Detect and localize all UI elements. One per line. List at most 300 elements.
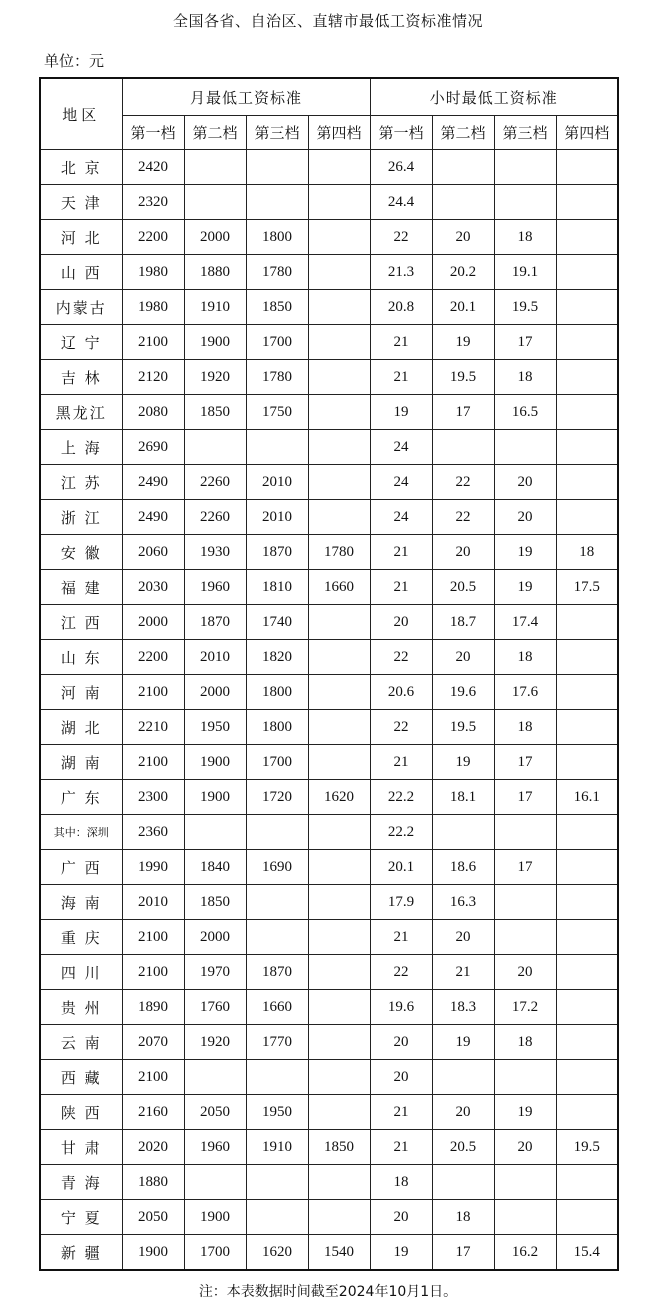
monthly-tier-1-cell: 2010 xyxy=(122,885,184,920)
monthly-tier-4-cell xyxy=(308,465,370,500)
monthly-tier-1-cell: 2000 xyxy=(122,605,184,640)
hourly-tier-1-cell: 24 xyxy=(370,500,432,535)
hourly-tier-3-cell xyxy=(494,185,556,220)
monthly-tier-4-cell xyxy=(308,150,370,185)
table-row xyxy=(40,710,618,745)
monthly-tier-1-cell: 2100 xyxy=(122,1060,184,1095)
hourly-tier-2-cell: 20 xyxy=(432,1095,494,1130)
region-cell: 山 西 xyxy=(40,255,122,290)
document-title: 全国各省、自治区、直辖市最低工资标准情况 xyxy=(172,12,483,30)
monthly-tier-2-cell xyxy=(184,430,246,465)
hourly-tier-3-cell: 19 xyxy=(494,570,556,605)
hourly-tier-1-cell: 24 xyxy=(370,430,432,465)
region-cell: 贵 州 xyxy=(40,990,122,1025)
region-cell: 西 藏 xyxy=(40,1060,122,1095)
unit-label: 单位：元 xyxy=(44,52,105,70)
hourly-tier-4-cell xyxy=(556,990,618,1025)
hourly-tier-4-cell xyxy=(556,1025,618,1060)
monthly-tier-3-cell: 1700 xyxy=(246,325,308,360)
table-row xyxy=(40,430,618,465)
hourly-tier-2-cell: 20 xyxy=(432,920,494,955)
monthly-tier-1-cell: 1900 xyxy=(122,1235,184,1271)
monthly-tier-4-cell xyxy=(308,710,370,745)
hourly-tier-2-cell: 20 xyxy=(432,535,494,570)
monthly-tier-1-cell: 1890 xyxy=(122,990,184,1025)
hourly-tier-4-cell xyxy=(556,430,618,465)
monthly-tier-2-cell xyxy=(184,150,246,185)
hourly-tier-2-cell: 16.3 xyxy=(432,885,494,920)
monthly-tier-4-cell: 1620 xyxy=(308,780,370,815)
region-cell: 甘 肃 xyxy=(40,1130,122,1165)
table-row xyxy=(40,885,618,920)
header-hourly: 小时最低工资标准 xyxy=(370,78,618,116)
hourly-tier-1-cell: 20 xyxy=(370,1200,432,1235)
hourly-tier-1-cell: 21 xyxy=(370,360,432,395)
hourly-tier-1-cell: 21 xyxy=(370,920,432,955)
monthly-tier-2-cell: 2260 xyxy=(184,465,246,500)
monthly-tier-3-cell: 1770 xyxy=(246,1025,308,1060)
monthly-tier-2-cell: 1910 xyxy=(184,290,246,325)
table-row xyxy=(40,150,618,185)
hourly-tier-4-cell xyxy=(556,185,618,220)
hourly-tier-3-cell xyxy=(494,885,556,920)
region-cell: 新 疆 xyxy=(40,1235,122,1271)
hourly-tier-1-cell: 22 xyxy=(370,955,432,990)
hourly-tier-4-cell: 17.5 xyxy=(556,570,618,605)
hourly-tier-4-cell xyxy=(556,605,618,640)
hourly-tier-3-cell: 20 xyxy=(494,955,556,990)
hourly-tier-3-cell: 17 xyxy=(494,745,556,780)
table-row xyxy=(40,640,618,675)
table-row xyxy=(40,850,618,885)
table-row xyxy=(40,990,618,1025)
hourly-tier-1-cell: 21 xyxy=(370,745,432,780)
hourly-tier-2-cell xyxy=(432,150,494,185)
monthly-tier-2-cell: 2000 xyxy=(184,675,246,710)
hourly-tier-4-cell xyxy=(556,955,618,990)
monthly-tier-4-cell xyxy=(308,430,370,465)
hourly-tier-4-cell xyxy=(556,675,618,710)
region-cell: 江 西 xyxy=(40,605,122,640)
region-cell: 青 海 xyxy=(40,1165,122,1200)
hourly-tier-4-cell xyxy=(556,1200,618,1235)
header-hourly-tier-1: 第一档 xyxy=(370,116,432,150)
hourly-tier-3-cell: 19.1 xyxy=(494,255,556,290)
table-row xyxy=(40,1130,618,1165)
monthly-tier-4-cell xyxy=(308,1200,370,1235)
hourly-tier-4-cell xyxy=(556,150,618,185)
region-cell: 其中：深圳 xyxy=(40,815,122,850)
table-row xyxy=(40,1235,618,1271)
monthly-tier-4-cell xyxy=(308,1165,370,1200)
monthly-tier-2-cell xyxy=(184,815,246,850)
hourly-tier-1-cell: 26.4 xyxy=(370,150,432,185)
hourly-tier-2-cell: 18.3 xyxy=(432,990,494,1025)
monthly-tier-2-cell: 2050 xyxy=(184,1095,246,1130)
monthly-tier-1-cell: 2070 xyxy=(122,1025,184,1060)
hourly-tier-2-cell: 19.5 xyxy=(432,360,494,395)
hourly-tier-1-cell: 24 xyxy=(370,465,432,500)
hourly-tier-3-cell xyxy=(494,815,556,850)
hourly-tier-1-cell: 20 xyxy=(370,1025,432,1060)
region-cell: 天 津 xyxy=(40,185,122,220)
hourly-tier-3-cell: 18 xyxy=(494,360,556,395)
hourly-tier-4-cell xyxy=(556,1165,618,1200)
hourly-tier-3-cell: 20 xyxy=(494,465,556,500)
table-row xyxy=(40,955,618,990)
hourly-tier-2-cell: 19 xyxy=(432,745,494,780)
table-row xyxy=(40,185,618,220)
region-cell: 宁 夏 xyxy=(40,1200,122,1235)
region-cell: 福 建 xyxy=(40,570,122,605)
monthly-tier-3-cell: 1850 xyxy=(246,290,308,325)
hourly-tier-2-cell: 20.2 xyxy=(432,255,494,290)
hourly-tier-1-cell: 21.3 xyxy=(370,255,432,290)
hourly-tier-2-cell xyxy=(432,1165,494,1200)
monthly-tier-1-cell: 2120 xyxy=(122,360,184,395)
hourly-tier-3-cell xyxy=(494,150,556,185)
header-hourly-tier-2: 第二档 xyxy=(432,116,494,150)
hourly-tier-4-cell xyxy=(556,710,618,745)
hourly-tier-4-cell xyxy=(556,850,618,885)
hourly-tier-1-cell: 21 xyxy=(370,1095,432,1130)
region-cell: 河 南 xyxy=(40,675,122,710)
region-cell: 湖 南 xyxy=(40,745,122,780)
hourly-tier-4-cell xyxy=(556,815,618,850)
region-cell: 北 京 xyxy=(40,150,122,185)
hourly-tier-2-cell: 20 xyxy=(432,220,494,255)
hourly-tier-2-cell: 18.1 xyxy=(432,780,494,815)
region-cell: 内蒙古 xyxy=(40,290,122,325)
hourly-tier-3-cell: 18 xyxy=(494,1025,556,1060)
table-row xyxy=(40,570,618,605)
hourly-tier-4-cell: 19.5 xyxy=(556,1130,618,1165)
table-row xyxy=(40,500,618,535)
hourly-tier-2-cell: 17 xyxy=(432,395,494,430)
hourly-tier-3-cell xyxy=(494,920,556,955)
hourly-tier-4-cell xyxy=(556,1060,618,1095)
region-cell: 广 东 xyxy=(40,780,122,815)
hourly-tier-1-cell: 19 xyxy=(370,395,432,430)
hourly-tier-4-cell xyxy=(556,290,618,325)
header-hourly-tier-4: 第四档 xyxy=(556,116,618,150)
monthly-tier-4-cell xyxy=(308,290,370,325)
monthly-tier-1-cell: 1980 xyxy=(122,255,184,290)
region-cell: 江 苏 xyxy=(40,465,122,500)
hourly-tier-2-cell: 22 xyxy=(432,465,494,500)
hourly-tier-4-cell xyxy=(556,395,618,430)
monthly-tier-4-cell: 1850 xyxy=(308,1130,370,1165)
hourly-tier-1-cell: 20.8 xyxy=(370,290,432,325)
monthly-tier-1-cell: 2360 xyxy=(122,815,184,850)
hourly-tier-2-cell: 20.5 xyxy=(432,570,494,605)
table-row xyxy=(40,535,618,570)
monthly-tier-1-cell: 2200 xyxy=(122,640,184,675)
region-cell: 吉 林 xyxy=(40,360,122,395)
header-region: 地区 xyxy=(40,78,122,150)
monthly-tier-2-cell: 1900 xyxy=(184,325,246,360)
min-wage-table xyxy=(39,77,619,1271)
hourly-tier-3-cell xyxy=(494,1060,556,1095)
hourly-tier-1-cell: 21 xyxy=(370,1130,432,1165)
monthly-tier-1-cell: 1980 xyxy=(122,290,184,325)
monthly-tier-2-cell xyxy=(184,185,246,220)
table-row xyxy=(40,290,618,325)
monthly-tier-4-cell xyxy=(308,1025,370,1060)
monthly-tier-1-cell: 2100 xyxy=(122,325,184,360)
monthly-tier-3-cell: 1820 xyxy=(246,640,308,675)
monthly-tier-3-cell xyxy=(246,1060,308,1095)
hourly-tier-1-cell: 20 xyxy=(370,1060,432,1095)
hourly-tier-3-cell xyxy=(494,1200,556,1235)
hourly-tier-2-cell xyxy=(432,430,494,465)
monthly-tier-3-cell: 1810 xyxy=(246,570,308,605)
monthly-tier-2-cell: 1970 xyxy=(184,955,246,990)
monthly-tier-1-cell: 2100 xyxy=(122,920,184,955)
hourly-tier-3-cell: 19 xyxy=(494,1095,556,1130)
monthly-tier-2-cell: 1920 xyxy=(184,360,246,395)
region-cell: 重 庆 xyxy=(40,920,122,955)
table-row xyxy=(40,1165,618,1200)
monthly-tier-2-cell: 2000 xyxy=(184,920,246,955)
hourly-tier-1-cell: 19 xyxy=(370,1235,432,1271)
monthly-tier-3-cell xyxy=(246,1165,308,1200)
table-row xyxy=(40,675,618,710)
monthly-tier-3-cell: 1720 xyxy=(246,780,308,815)
monthly-tier-4-cell xyxy=(308,745,370,780)
hourly-tier-1-cell: 22 xyxy=(370,220,432,255)
hourly-tier-4-cell xyxy=(556,640,618,675)
hourly-tier-4-cell xyxy=(556,255,618,290)
table-row xyxy=(40,1200,618,1235)
monthly-tier-2-cell: 1900 xyxy=(184,745,246,780)
monthly-tier-3-cell: 1910 xyxy=(246,1130,308,1165)
region-cell: 海 南 xyxy=(40,885,122,920)
monthly-tier-3-cell xyxy=(246,1200,308,1235)
header-monthly-tier-3: 第三档 xyxy=(246,116,308,150)
hourly-tier-2-cell: 19.5 xyxy=(432,710,494,745)
monthly-tier-2-cell: 2010 xyxy=(184,640,246,675)
monthly-tier-3-cell: 1780 xyxy=(246,360,308,395)
monthly-tier-1-cell: 2210 xyxy=(122,710,184,745)
monthly-tier-3-cell xyxy=(246,920,308,955)
monthly-tier-1-cell: 1880 xyxy=(122,1165,184,1200)
monthly-tier-2-cell: 1930 xyxy=(184,535,246,570)
monthly-tier-1-cell: 2100 xyxy=(122,745,184,780)
header-monthly: 月最低工资标准 xyxy=(122,78,370,116)
monthly-tier-3-cell: 1780 xyxy=(246,255,308,290)
hourly-tier-3-cell: 17.4 xyxy=(494,605,556,640)
hourly-tier-1-cell: 20.1 xyxy=(370,850,432,885)
region-cell: 安 徽 xyxy=(40,535,122,570)
monthly-tier-3-cell xyxy=(246,430,308,465)
monthly-tier-2-cell xyxy=(184,1165,246,1200)
monthly-tier-1-cell: 2080 xyxy=(122,395,184,430)
monthly-tier-4-cell xyxy=(308,885,370,920)
monthly-tier-3-cell: 1950 xyxy=(246,1095,308,1130)
monthly-tier-2-cell: 1920 xyxy=(184,1025,246,1060)
table-row xyxy=(40,815,618,850)
monthly-tier-1-cell: 2300 xyxy=(122,780,184,815)
monthly-tier-2-cell: 1900 xyxy=(184,1200,246,1235)
hourly-tier-2-cell: 19 xyxy=(432,1025,494,1060)
hourly-tier-2-cell xyxy=(432,185,494,220)
monthly-tier-3-cell: 2010 xyxy=(246,465,308,500)
hourly-tier-4-cell: 15.4 xyxy=(556,1235,618,1271)
region-cell: 河 北 xyxy=(40,220,122,255)
monthly-tier-1-cell: 2100 xyxy=(122,675,184,710)
hourly-tier-2-cell: 18.7 xyxy=(432,605,494,640)
monthly-tier-4-cell: 1540 xyxy=(308,1235,370,1271)
hourly-tier-3-cell xyxy=(494,1165,556,1200)
hourly-tier-1-cell: 21 xyxy=(370,570,432,605)
monthly-tier-3-cell: 1800 xyxy=(246,220,308,255)
monthly-tier-4-cell xyxy=(308,185,370,220)
hourly-tier-4-cell xyxy=(556,325,618,360)
table-row xyxy=(40,920,618,955)
hourly-tier-3-cell: 20 xyxy=(494,500,556,535)
hourly-tier-1-cell: 22.2 xyxy=(370,780,432,815)
hourly-tier-3-cell: 18 xyxy=(494,710,556,745)
region-cell: 浙 江 xyxy=(40,500,122,535)
monthly-tier-3-cell: 1800 xyxy=(246,675,308,710)
monthly-tier-3-cell xyxy=(246,150,308,185)
monthly-tier-4-cell xyxy=(308,640,370,675)
table-row xyxy=(40,255,618,290)
hourly-tier-4-cell xyxy=(556,885,618,920)
hourly-tier-3-cell: 16.2 xyxy=(494,1235,556,1271)
hourly-tier-2-cell: 21 xyxy=(432,955,494,990)
hourly-tier-1-cell: 22 xyxy=(370,640,432,675)
monthly-tier-1-cell: 2100 xyxy=(122,955,184,990)
monthly-tier-3-cell: 1620 xyxy=(246,1235,308,1271)
hourly-tier-3-cell: 17.2 xyxy=(494,990,556,1025)
monthly-tier-4-cell xyxy=(308,920,370,955)
monthly-tier-4-cell xyxy=(308,605,370,640)
monthly-tier-3-cell xyxy=(246,185,308,220)
hourly-tier-4-cell xyxy=(556,920,618,955)
hourly-tier-4-cell xyxy=(556,1095,618,1130)
monthly-tier-3-cell xyxy=(246,885,308,920)
footnote: 注：本表数据时间截至2024年10月1日。 xyxy=(198,1284,458,1300)
hourly-tier-4-cell: 16.1 xyxy=(556,780,618,815)
header-hourly-tier-3: 第三档 xyxy=(494,116,556,150)
hourly-tier-2-cell: 18.6 xyxy=(432,850,494,885)
hourly-tier-1-cell: 22.2 xyxy=(370,815,432,850)
monthly-tier-1-cell: 2160 xyxy=(122,1095,184,1130)
monthly-tier-2-cell: 1760 xyxy=(184,990,246,1025)
hourly-tier-3-cell: 19 xyxy=(494,535,556,570)
hourly-tier-4-cell xyxy=(556,465,618,500)
monthly-tier-3-cell: 1870 xyxy=(246,955,308,990)
monthly-tier-2-cell xyxy=(184,1060,246,1095)
hourly-tier-1-cell: 20.6 xyxy=(370,675,432,710)
monthly-tier-3-cell: 1690 xyxy=(246,850,308,885)
monthly-tier-2-cell: 1840 xyxy=(184,850,246,885)
monthly-tier-4-cell xyxy=(308,395,370,430)
hourly-tier-2-cell: 19.6 xyxy=(432,675,494,710)
hourly-tier-2-cell: 17 xyxy=(432,1235,494,1271)
hourly-tier-3-cell: 17 xyxy=(494,325,556,360)
monthly-tier-4-cell xyxy=(308,220,370,255)
hourly-tier-3-cell: 17.6 xyxy=(494,675,556,710)
monthly-tier-4-cell xyxy=(308,255,370,290)
hourly-tier-3-cell: 20 xyxy=(494,1130,556,1165)
monthly-tier-3-cell: 1750 xyxy=(246,395,308,430)
hourly-tier-4-cell xyxy=(556,220,618,255)
table-row xyxy=(40,1060,618,1095)
table-row xyxy=(40,745,618,780)
monthly-tier-1-cell: 2060 xyxy=(122,535,184,570)
monthly-tier-4-cell xyxy=(308,850,370,885)
hourly-tier-1-cell: 21 xyxy=(370,325,432,360)
monthly-tier-1-cell: 2690 xyxy=(122,430,184,465)
monthly-tier-2-cell: 1960 xyxy=(184,1130,246,1165)
hourly-tier-1-cell: 22 xyxy=(370,710,432,745)
hourly-tier-3-cell: 16.5 xyxy=(494,395,556,430)
hourly-tier-2-cell: 20.5 xyxy=(432,1130,494,1165)
monthly-tier-4-cell xyxy=(308,990,370,1025)
header-monthly-tier-1: 第一档 xyxy=(122,116,184,150)
table-row xyxy=(40,325,618,360)
monthly-tier-2-cell: 1850 xyxy=(184,885,246,920)
monthly-tier-1-cell: 2020 xyxy=(122,1130,184,1165)
monthly-tier-1-cell: 1990 xyxy=(122,850,184,885)
monthly-tier-2-cell: 1960 xyxy=(184,570,246,605)
monthly-tier-4-cell xyxy=(308,1060,370,1095)
hourly-tier-1-cell: 19.6 xyxy=(370,990,432,1025)
monthly-tier-4-cell xyxy=(308,1095,370,1130)
hourly-tier-3-cell: 17 xyxy=(494,780,556,815)
hourly-tier-1-cell: 21 xyxy=(370,535,432,570)
monthly-tier-2-cell: 2260 xyxy=(184,500,246,535)
monthly-tier-1-cell: 2200 xyxy=(122,220,184,255)
table-row xyxy=(40,360,618,395)
monthly-tier-3-cell: 1870 xyxy=(246,535,308,570)
monthly-tier-1-cell: 2320 xyxy=(122,185,184,220)
region-cell: 陕 西 xyxy=(40,1095,122,1130)
table-row xyxy=(40,465,618,500)
table-row xyxy=(40,395,618,430)
region-cell: 辽 宁 xyxy=(40,325,122,360)
table-row xyxy=(40,780,618,815)
monthly-tier-4-cell: 1780 xyxy=(308,535,370,570)
monthly-tier-2-cell: 1950 xyxy=(184,710,246,745)
monthly-tier-2-cell: 1870 xyxy=(184,605,246,640)
monthly-tier-3-cell: 2010 xyxy=(246,500,308,535)
monthly-tier-3-cell: 1740 xyxy=(246,605,308,640)
region-cell: 广 西 xyxy=(40,850,122,885)
hourly-tier-3-cell: 19.5 xyxy=(494,290,556,325)
hourly-tier-2-cell xyxy=(432,815,494,850)
hourly-tier-2-cell xyxy=(432,1060,494,1095)
monthly-tier-2-cell: 1850 xyxy=(184,395,246,430)
region-cell: 山 东 xyxy=(40,640,122,675)
hourly-tier-2-cell: 19 xyxy=(432,325,494,360)
monthly-tier-4-cell xyxy=(308,815,370,850)
hourly-tier-1-cell: 18 xyxy=(370,1165,432,1200)
hourly-tier-3-cell: 18 xyxy=(494,640,556,675)
hourly-tier-3-cell: 18 xyxy=(494,220,556,255)
table-body xyxy=(40,150,618,1271)
hourly-tier-1-cell: 24.4 xyxy=(370,185,432,220)
monthly-tier-1-cell: 2490 xyxy=(122,465,184,500)
monthly-tier-4-cell xyxy=(308,360,370,395)
monthly-tier-1-cell: 2050 xyxy=(122,1200,184,1235)
hourly-tier-3-cell: 17 xyxy=(494,850,556,885)
monthly-tier-2-cell: 1700 xyxy=(184,1235,246,1271)
hourly-tier-2-cell: 22 xyxy=(432,500,494,535)
